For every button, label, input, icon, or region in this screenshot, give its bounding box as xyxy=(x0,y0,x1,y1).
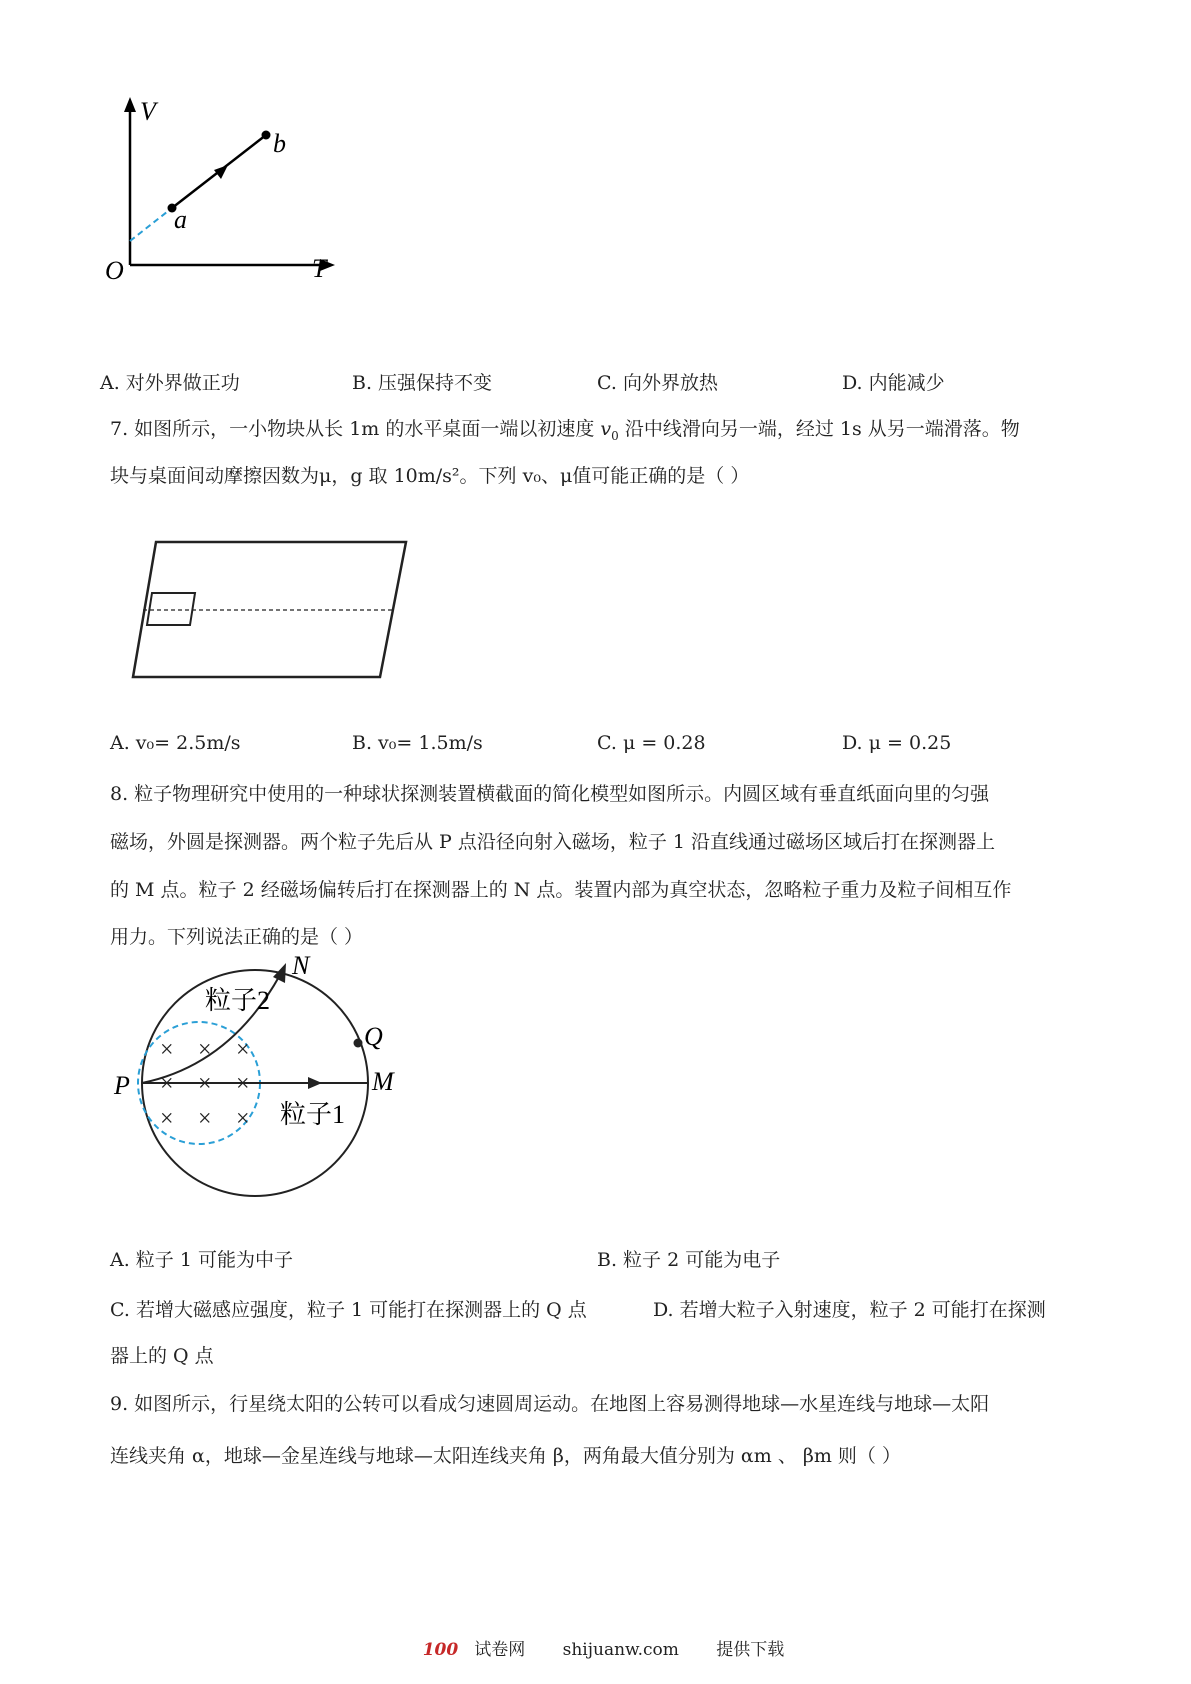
vt-graph xyxy=(100,95,360,305)
q8-line1: 8. 粒子物理研究中使用的一种球状探测装置横截面的简化模型如图所示。内圆区域有垂直纸面向里的匀强 xyxy=(110,783,990,805)
q8-choice-d[interactable]: D. 若增大粒子入射速度，粒子 2 可能打在探测 xyxy=(653,1299,1046,1321)
point-b-label: b xyxy=(273,129,286,158)
svg-text:×: × xyxy=(198,1071,212,1097)
label-m: M xyxy=(372,1067,394,1096)
q6-choice-a[interactable]: A. 对外界做正功 xyxy=(100,372,240,394)
svg-text:×: × xyxy=(160,1071,174,1097)
q8-line2: 磁场，外圆是探测器。两个粒子先后从 P 点沿径向射入磁场，粒子 1 沿直线通过磁场区域后打在探测器上 xyxy=(110,831,996,853)
svg-text:×: × xyxy=(198,1106,212,1132)
footer xyxy=(0,1635,1191,1660)
q7-choice-b[interactable]: B. v₀= 1.5m/s xyxy=(352,732,483,754)
q9-line2: 连线夹角 α，地球—金星连线与地球—太阳连线夹角 β，两角最大值分别为 αm 、 βm 则（ ） xyxy=(110,1445,901,1467)
svg-text:×: × xyxy=(236,1037,250,1063)
label-n: N xyxy=(292,955,310,980)
q8-choice-c[interactable]: C. 若增大磁感应强度，粒子 1 可能打在探测器上的 Q 点 xyxy=(110,1299,587,1321)
svg-text:×: × xyxy=(160,1037,174,1063)
q9-line1: 9. 如图所示，行星绕太阳的公转可以看成匀速圆周运动。在地图上容易测得地球—水星连线与地球—太阳 xyxy=(110,1393,990,1415)
site-domain[interactable]: shijuanw.com xyxy=(562,1640,679,1660)
download-text: 提供下载 xyxy=(716,1640,785,1660)
q6-choice-d[interactable]: D. 内能减少 xyxy=(842,372,945,394)
svg-text:×: × xyxy=(236,1071,250,1097)
magnetic-field-crosses xyxy=(160,1037,250,1132)
detector-diagram xyxy=(110,955,410,1205)
label-p: P xyxy=(114,1071,130,1100)
label-q: Q xyxy=(364,1022,383,1051)
q7-choice-a[interactable]: A. v₀= 2.5m/s xyxy=(110,732,241,754)
q6-choice-b[interactable]: B. 压强保持不变 xyxy=(352,372,493,394)
point-a-label: a xyxy=(174,205,187,234)
origin-label: O xyxy=(105,256,124,285)
q8-choice-d-cont: 器上的 Q 点 xyxy=(110,1345,214,1367)
q8-line4: 用力。下列说法正确的是（ ） xyxy=(110,926,364,948)
q7-choice-d[interactable]: D. μ = 0.25 xyxy=(842,732,952,754)
table-diagram xyxy=(125,535,425,685)
svg-text:×: × xyxy=(198,1037,212,1063)
label-particle2: 粒子2 xyxy=(205,986,271,1015)
t-axis-label: T xyxy=(312,254,327,283)
q7-line1: 7. 如图所示，一小物块从长 1m 的水平桌面一端以初速度 $v_0$ 沿中线滑向另一端，经过 1s 从另一端滑落。物 xyxy=(110,418,1020,443)
q8-choice-b[interactable]: B. 粒子 2 可能为电子 xyxy=(597,1249,781,1271)
q6-choice-c[interactable]: C. 向外界放热 xyxy=(597,372,718,394)
site-name: 试卷网 xyxy=(474,1640,526,1660)
q7-line2: 块与桌面间动摩擦因数为μ，g 取 10m/s²。下列 v₀、μ值可能正确的是（ ） xyxy=(110,465,750,487)
svg-text:×: × xyxy=(236,1106,250,1132)
svg-text:×: × xyxy=(160,1106,174,1132)
v-axis-label: V xyxy=(140,97,156,126)
q8-line3: 的 M 点。粒子 2 经磁场偏转后打在探测器上的 N 点。装置内部为真空状态，忽略粒子重力及粒子间相互作 xyxy=(110,879,1012,901)
q8-choice-a[interactable]: A. 粒子 1 可能为中子 xyxy=(110,1249,293,1271)
q7-choice-c[interactable]: C. μ = 0.28 xyxy=(597,732,706,754)
logo: 100 xyxy=(422,1640,459,1660)
label-particle1: 粒子1 xyxy=(280,1100,346,1129)
